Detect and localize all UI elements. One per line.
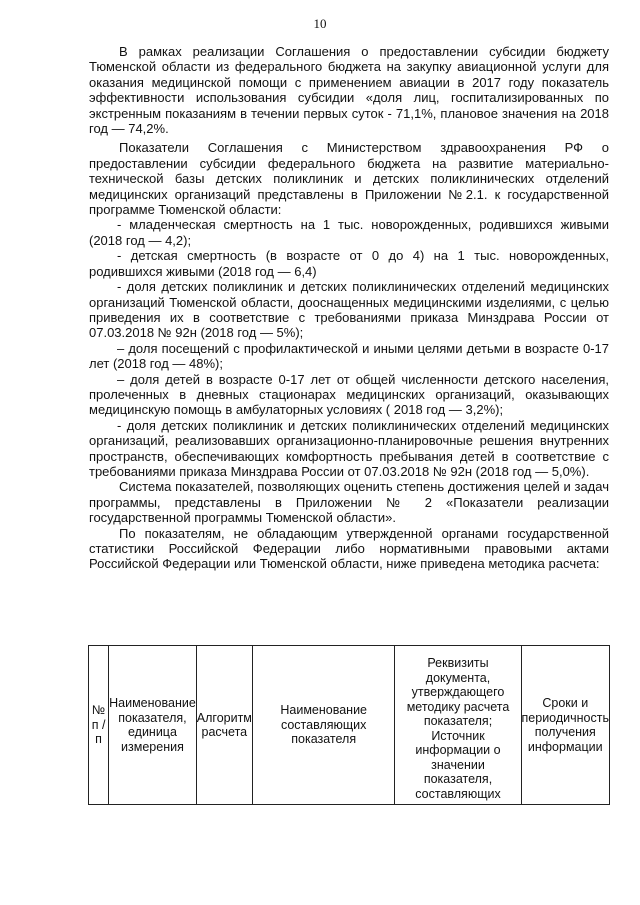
list-item-day-hospital-children: – доля детей в возрасте 0-17 лет от общей численности детского населения, пролеченных в дневных стационарах медицинских организаций, оказывающих медицинскую помощь в амбулаторных условиях ( 2018 год — 3,2%);: [89, 371, 609, 418]
paragraph-methodology-intro: По показателям, не обладающим утвержденной органами государственной статистики Российской Федерации либо нормативными правовыми актами Российской Федерации или Тюменской области, ниже приведена методика расчета:: [89, 525, 609, 572]
paragraph-ministry-agreement: Показатели Соглашения с Министерством здравоохранения РФ о предоставлении субсидии федерального бюджета на развитие материально-технической базы детских поликлиник и детских поликлинических отделений медицинских организаций представлены в Приложении №2.1. к государственной программе Тюменской области:: [89, 140, 609, 218]
page-number: 10: [313, 16, 327, 31]
header-cell-algorithm: Алгоритм расчета: [196, 646, 252, 805]
paragraph-indicator-system: Система показателей, позволяющих оценить степень достижения целей и задач программы, представлены в Приложении № 2 «Показатели реализации государственной программы Тюменской области».: [89, 479, 609, 526]
document-body: [89, 44, 609, 572]
list-item-preventive-visits: – доля посещений с профилактической и иными целями детьми в возрасте 0-17 лет (2018 год — 48%);: [89, 340, 609, 372]
list-item-child-mortality: - детская смертность (в возрасте от 0 до 4) на 1 тыс. новорожденных, родившихся живыми (2018 год — 6,4): [89, 248, 609, 279]
header-cell-components: Наименование составляющих показателя: [252, 646, 395, 805]
header-cell-number: № п /п: [89, 646, 109, 805]
list-item-equipped-clinics: - доля детских поликлиник и детских поликлинических отделений медицинских организаций Тюменской области, дооснащенных медицинскими изделиями, с целью приведения их в соответствие с требованиями приказа Минздрава России от 07.03.2018 № 92н (2018 год — 5%);: [89, 279, 609, 341]
header-cell-indicator-name: Наименование показателя, единица измерения: [109, 646, 197, 805]
methodology-table: [88, 645, 610, 805]
list-item-infant-mortality: - младенческая смертность на 1 тыс. новорожденных, родившихся живыми (2018 год — 4,2);: [89, 217, 609, 248]
paragraph-avia-subsidy: В рамках реализации Соглашения о предоставлении субсидии бюджету Тюменской области из федерального бюджета на закупку авиационной услуги для оказания медицинской помощи с применением авиации в 2017 году показатель эффективности использования субсидии «доля лиц, госпитализированных по экстренным показаниям в течении первых суток - 71,1%, плановое значения на 2018 год — 74,2%.: [89, 44, 609, 137]
header-cell-periodicity: Сроки и периодичность получения информации: [521, 646, 609, 805]
list-item-comfort-planning: - доля детских поликлиник и детских поликлинических отделений медицинских организаций, реализовавших организационно-планировочные решения внутренних пространств, обеспечивающих комфортность пребывания детей в соответствие с требованиями приказа Минздрава России от 07.03.2018 № 92н (2018 год — 5,0%).: [89, 417, 609, 479]
table-header-row: [89, 646, 610, 805]
header-cell-documents: Реквизиты документа, утверждающего методику расчета показателя; Источник информации о значении показателя, составляющих: [395, 646, 521, 805]
